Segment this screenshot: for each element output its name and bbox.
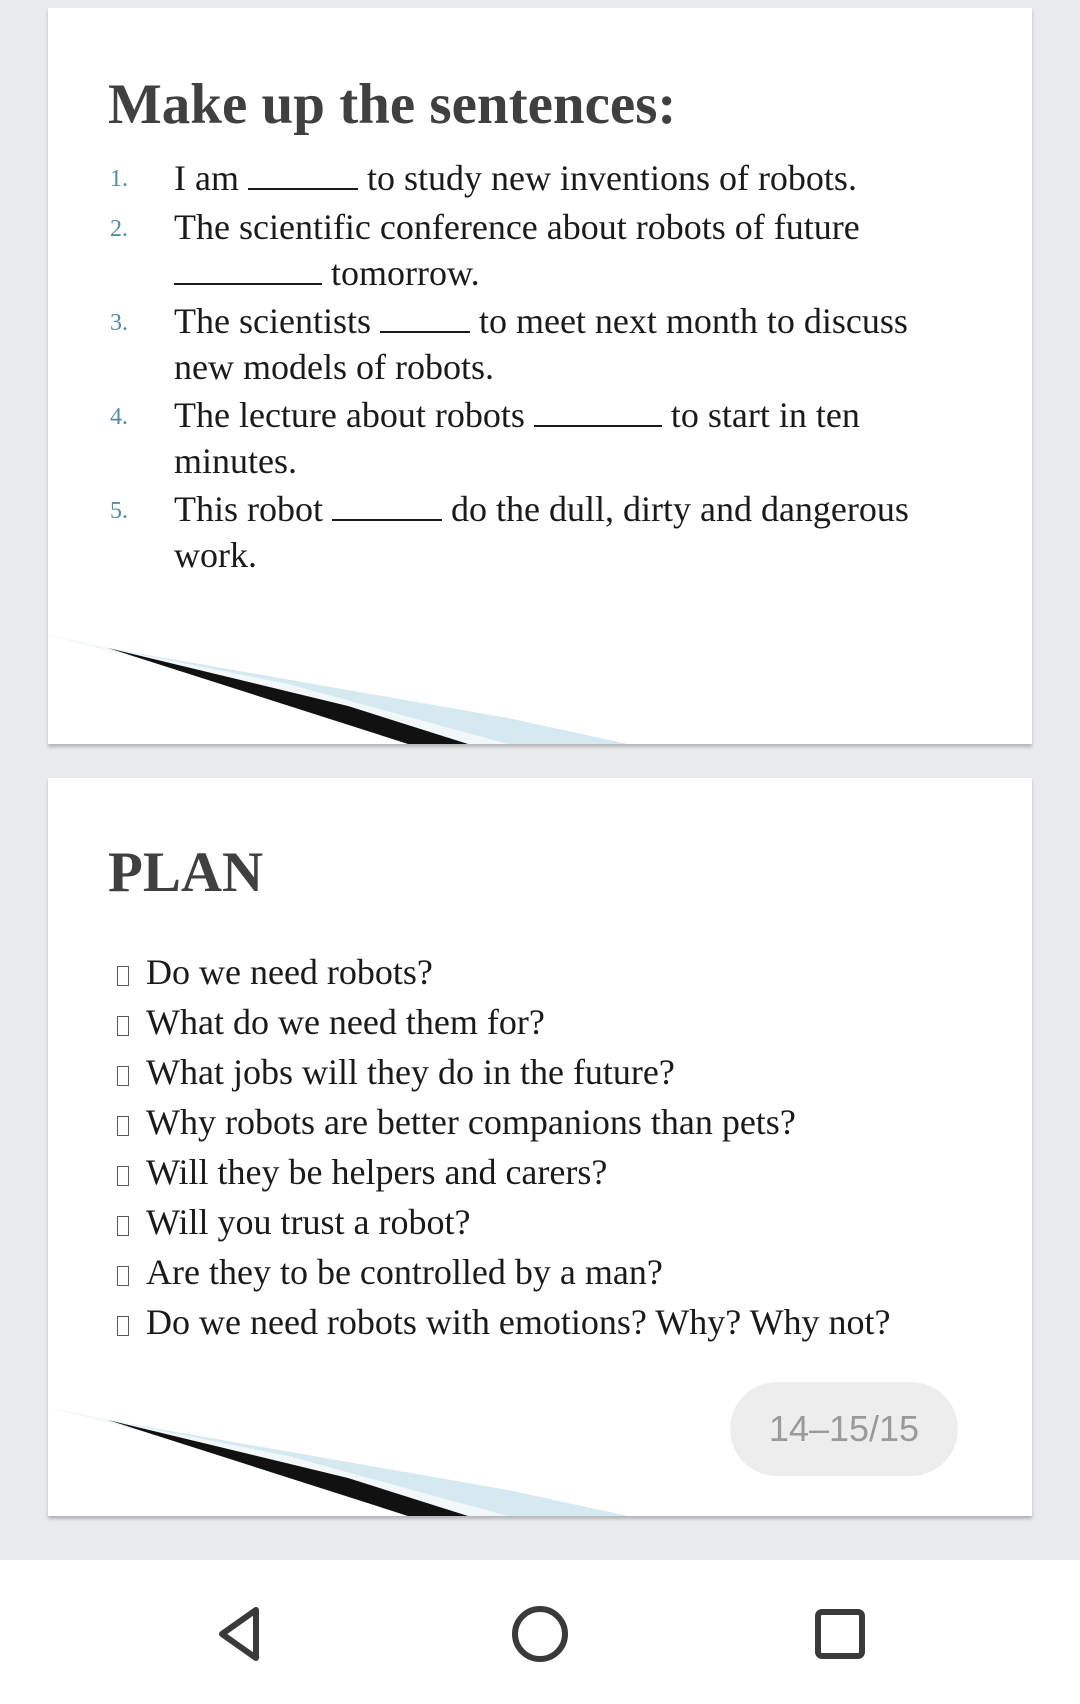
- plan-question: Why robots are better companions than pets?: [146, 1102, 796, 1142]
- sentence-text: to study new inventions of robots.: [366, 158, 857, 198]
- plan-question: Will they be helpers and carers?: [146, 1152, 608, 1192]
- answer-blank: [174, 255, 322, 285]
- sentence-line: [174, 160, 857, 196]
- sentence-line: [174, 209, 860, 245]
- slide-title: Make up the sentences:: [108, 73, 677, 136]
- plan-question: Are they to be controlled by a man?: [146, 1252, 663, 1292]
- sentence-text: do the dull, dirty and dangerous: [451, 489, 909, 529]
- plan-question: Will you trust a robot?: [146, 1202, 471, 1242]
- triangle-back-icon: [200, 1594, 280, 1674]
- decorative-swoosh: [48, 614, 1032, 744]
- sentence-line: [174, 349, 494, 385]
- sentence-line: [174, 303, 908, 339]
- sentence-text: minutes.: [174, 441, 297, 481]
- navigation-bar: [0, 1560, 1080, 1704]
- page-indicator: 14–15/15: [730, 1382, 958, 1476]
- square-bullet-icon: [117, 1016, 129, 1036]
- list-item: [48, 1198, 1032, 1242]
- list-number: 2.: [110, 216, 128, 242]
- sentence-text: I am: [174, 158, 239, 198]
- plan-question: Do we need robots with emotions? Why? Why not?: [146, 1302, 891, 1342]
- list-number: 3.: [110, 310, 128, 336]
- square-recents-icon: [800, 1594, 880, 1674]
- plan-question: What jobs will they do in the future?: [146, 1052, 675, 1092]
- square-bullet-icon: [117, 1116, 129, 1136]
- recents-button[interactable]: [800, 1594, 880, 1674]
- sentence-text: tomorrow.: [331, 253, 480, 293]
- square-bullet-icon: [117, 1166, 129, 1186]
- sentence-text: The lecture about robots: [174, 395, 525, 435]
- answer-blank: [332, 491, 442, 521]
- slide-title: PLAN: [108, 841, 264, 904]
- sentence-text: to meet next month to discuss: [478, 301, 908, 341]
- sentence-line: [174, 443, 297, 479]
- circle-home-icon: [500, 1594, 580, 1674]
- sentence-line: [174, 491, 909, 527]
- sentence-line: [174, 397, 860, 433]
- sentence-text: The scientific conference about robots of future: [174, 207, 860, 247]
- square-bullet-icon: [117, 1216, 129, 1236]
- list-item: [48, 948, 1032, 992]
- sentence-text: new models of robots.: [174, 347, 494, 387]
- sentence-line: [174, 537, 257, 573]
- home-button[interactable]: [500, 1594, 580, 1674]
- sentence-text: work.: [174, 535, 257, 575]
- list-item: [48, 998, 1032, 1042]
- answer-blank: [248, 160, 358, 190]
- list-item: [48, 1148, 1032, 1192]
- square-bullet-icon: [117, 1316, 129, 1336]
- sentence-line: [174, 255, 480, 291]
- list-item: [48, 1298, 1032, 1342]
- numbered-list: [48, 8, 1032, 575]
- sentence-text: This robot: [174, 489, 323, 529]
- sentence-text: to start in ten: [670, 395, 860, 435]
- square-bullet-icon: [117, 966, 129, 986]
- plan-question: Do we need robots?: [146, 952, 433, 992]
- answer-blank: [380, 303, 470, 333]
- list-number: 5.: [110, 498, 128, 524]
- list-item: [48, 1098, 1032, 1142]
- back-button[interactable]: [200, 1594, 280, 1674]
- square-bullet-icon: [117, 1266, 129, 1286]
- list-number: 1.: [110, 166, 128, 192]
- square-bullet-icon: [117, 1066, 129, 1086]
- plan-question: What do we need them for?: [146, 1002, 545, 1042]
- list-item: [48, 1248, 1032, 1292]
- sentence-text: The scientists: [174, 301, 371, 341]
- list-number: 4.: [110, 404, 128, 430]
- answer-blank: [534, 397, 662, 427]
- list-item: [48, 1048, 1032, 1092]
- slide-make-up-sentences: [48, 8, 1032, 744]
